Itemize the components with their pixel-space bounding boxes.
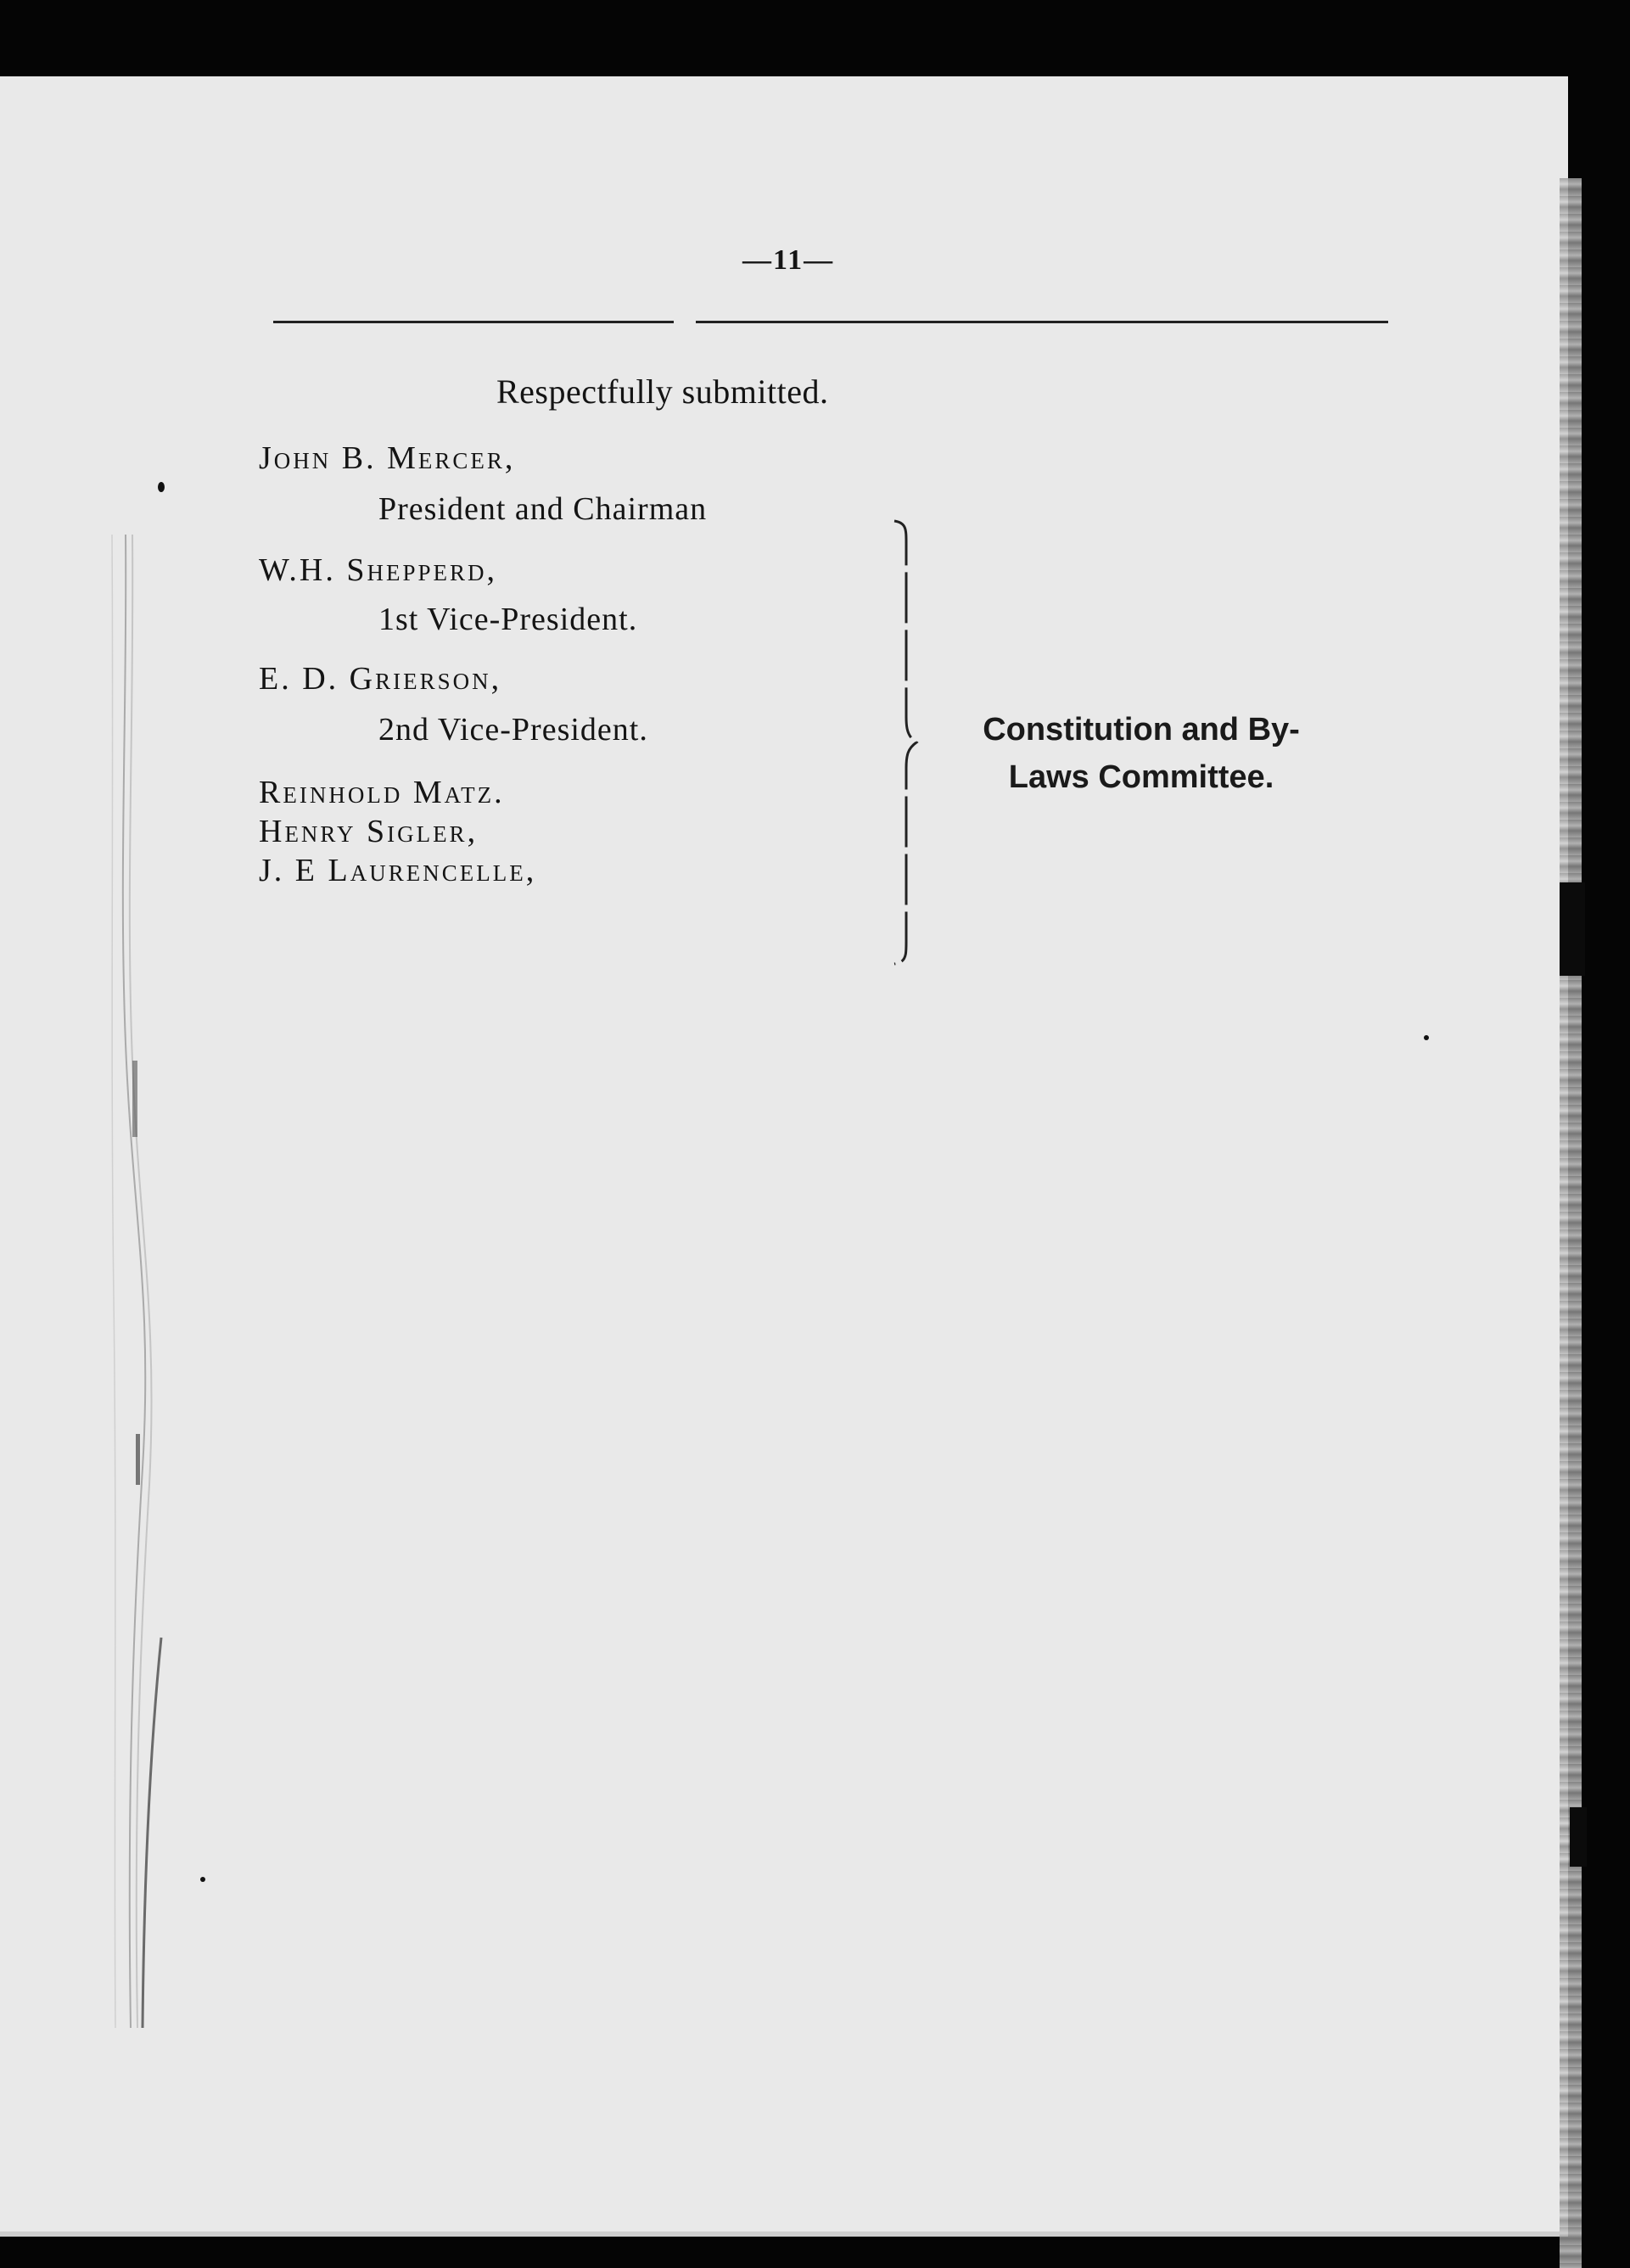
closing-line: Respectfully submitted. <box>496 372 829 411</box>
signatory-name: J. E Laurencelle, <box>259 853 537 888</box>
signatory-name: E. D. Grierson, <box>259 661 502 697</box>
committee-label <box>942 706 1341 801</box>
page-number: —11— <box>742 244 835 276</box>
header-rule <box>273 321 674 323</box>
signatory-title: President and Chairman <box>378 491 708 527</box>
committee-line: Constitution and By- <box>983 712 1300 748</box>
page-edge-notch <box>1570 1807 1587 1867</box>
signatory-title: 2nd Vice-President. <box>378 712 648 748</box>
signatory-name: Henry Sigler, <box>259 814 479 849</box>
committee-line: Laws Committee. <box>1008 759 1274 795</box>
signatory-title: 1st Vice-President. <box>378 602 638 637</box>
header-rule <box>696 321 1388 323</box>
document-text <box>0 76 1568 2232</box>
signatory-name: W.H. Shepperd, <box>259 552 497 588</box>
signatory-name: John B. Mercer, <box>259 440 516 476</box>
signatory-name: Reinhold Matz. <box>259 775 505 810</box>
curly-brace <box>891 518 925 967</box>
paper-sheet <box>0 76 1568 2237</box>
